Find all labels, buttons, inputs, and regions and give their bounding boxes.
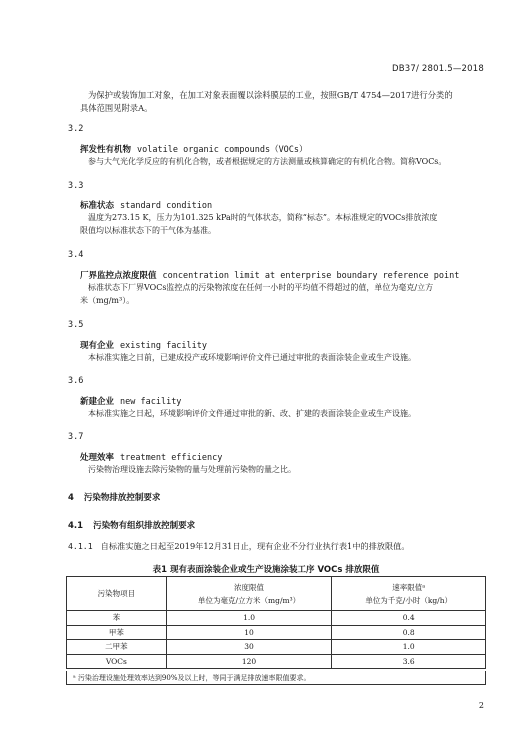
table-row [67,611,486,626]
header-unit: 单位为毫克/立方米（mg/m³） [198,595,301,605]
pollutant-cell: 二甲苯 [67,640,167,655]
pollutant-cell: 苯 [67,611,167,626]
clause-number: 3.6 [68,376,84,386]
table-row [67,640,486,655]
term-heading [80,451,222,463]
rate-cell: 1.0 [332,640,486,655]
definition-line: 温度为273.15 K，压力为101.325 kPa时的气体状态，简称“标态”。本标准规定的VOCs排放浓度 [88,213,438,222]
table-row [67,654,486,669]
pollutant-cell: VOCs [67,654,167,669]
term-en: existing facility [120,341,208,351]
clause-number: 3.7 [68,432,84,442]
term-heading [80,395,181,407]
term-en: treatment efficiency [120,453,223,463]
clause-number: 3.3 [68,181,84,191]
term-cn: 厂界监控点浓度限值 [80,271,157,281]
col-header-pollutant: 污染物项目 [67,577,167,611]
table-caption: 表1 现有表面涂装企业或生产设施涂装工序 VOCs 排放限值 [152,565,380,575]
term-en: standard condition [120,201,213,211]
table-footnote: ᵃ 污染治理设施处理效率达到90%及以上时，等同于满足排放速率限值要求。 [66,671,486,685]
concentration-cell: 30 [166,640,332,655]
rate-cell: 3.6 [332,654,486,669]
term-en: new facility [120,397,182,407]
subsection-number: 4.1 [68,521,84,531]
page-number: 2 [478,701,484,710]
definition-line: 参与大气光化学反应的有机化合物，或者根据规定的方法测量或核算确定的有机化合物。简称VOCs。 [88,157,447,166]
term-en: concentration limit at enterprise boundary reference point [162,271,460,281]
rate-cell: 0.4 [332,611,486,626]
clause-number: 3.5 [68,320,84,330]
clause-number: 3.2 [68,124,84,134]
rate-cell: 0.8 [332,625,486,640]
table-row [67,625,486,640]
standard-number: DB37/ 2801.5—2018 [391,64,484,74]
term-cn: 挥发性有机物 [80,145,132,155]
definition-line: 污染物治理设施去除污染物的量与处理前污染物的量之比。 [88,465,296,474]
header-unit: 单位为千克/小时（kg/h） [365,595,453,605]
subsection-title: 污染物有组织排放控制要求 [93,521,196,531]
term-en: volatile organic compounds（VOCs） [137,145,308,155]
definition-line: 米（mg/m³）。 [80,296,135,305]
term-cn: 标准状态 [80,201,115,211]
definition-line: 本标准实施之日前，已建成投产或环境影响评价文件已通过审批的表面涂装企业或生产设施。 [88,353,416,362]
clause-number: 4.1.1 [68,541,93,551]
term-heading [80,143,308,155]
clause-number: 3.4 [68,250,84,260]
concentration-cell: 10 [166,625,332,640]
table-header-row [67,577,486,611]
header-line: 速率限值ᵃ [392,582,426,592]
header-line: 浓度限值 [234,582,265,592]
intro-line-1: 为保护或装饰加工对象，在加工对象表面覆以涂料膜层的工业，按照GB/T 4754—2017进行分类的 [88,90,453,100]
emission-limits-table [66,576,486,669]
term-cn: 处理效率 [80,453,115,463]
definition-line: 限值均以标准状态下的干气体为基准。 [80,226,216,235]
term-cn: 现有企业 [80,341,115,351]
pollutant-cell: 甲苯 [67,625,167,640]
term-heading [80,199,212,211]
term-cn: 新建企业 [80,397,115,407]
col-header-rate [332,577,486,611]
subsection-heading [68,519,195,531]
section-heading [68,491,160,503]
term-heading [80,269,459,281]
col-header-concentration [166,577,332,611]
intro-line-2: 具体范围见附录A。 [80,103,153,113]
section-title: 污染物排放控制要求 [83,493,161,503]
section-number: 4 [68,493,74,503]
concentration-cell: 120 [166,654,332,669]
definition-line: 标准状态下厂界VOCs监控点的污染物浓度在任何一小时的平均值不得超过的值，单位为毫克/立方 [88,283,434,292]
clause-text: 自标准实施之日起至2019年12月31日止，现有企业不分行业执行表1中的排放限值。 [100,541,410,551]
term-heading [80,339,207,351]
concentration-cell: 1.0 [166,611,332,626]
clause-4-1-1 [68,540,478,553]
definition-line: 本标准实施之日起，环境影响评价文件通过审批的新、改、扩建的表面涂装企业或生产设施。 [88,409,416,418]
